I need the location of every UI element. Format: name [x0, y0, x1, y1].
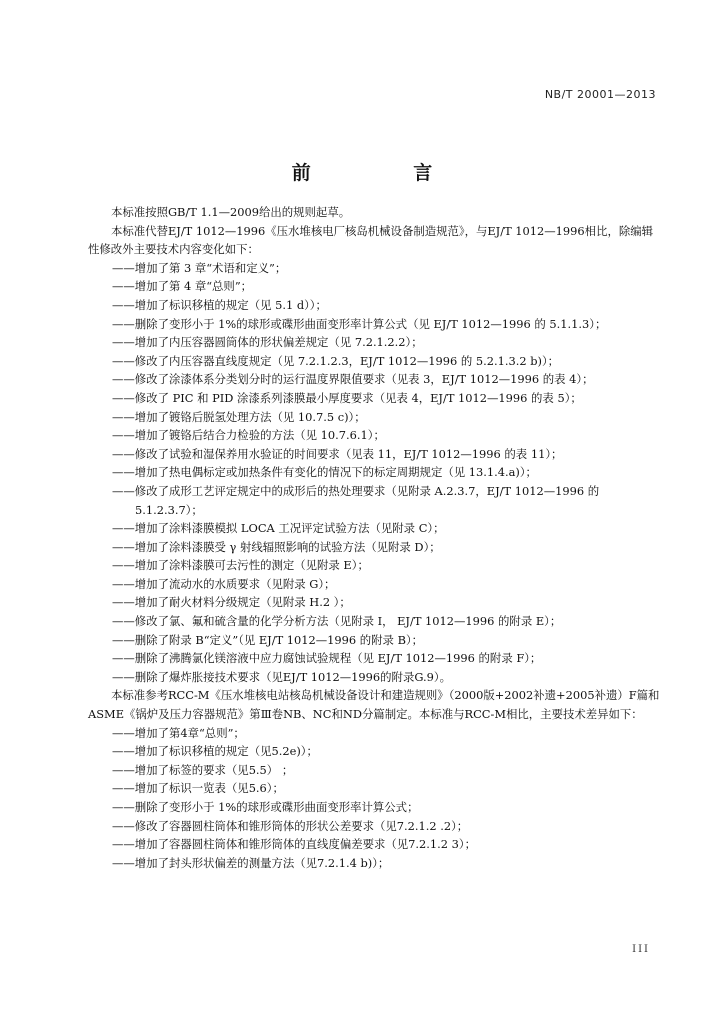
list-item: ——增加了涂料漆膜可去污性的测定（见附录 E）； [112, 558, 369, 573]
changes-list-rcc [88, 724, 660, 873]
list-item: ——增加了流动水的水质要求（见附录 G）； [112, 576, 336, 591]
list-item: ——增加了热电偶标定或加热条件有变化的情况下的标定周期规定（见 13.1.4.a)）； [112, 465, 537, 480]
list-item: ——修改了 PIC 和 PID 涂漆系列漆膜最小厚度要求（见表 4，EJ/T 1012—1996 的表 5）； [112, 390, 582, 405]
list-item: ——增加了第4章“总则”； [112, 725, 245, 740]
rcc-paragraph: 本标准参考RCC-M《压水堆核电站核岛机械设备设计和建造规则》（2000版+2002补遗+2005补遗）F篇和ASME《锅炉及压力容器规范》第Ⅲ卷NB、NC和ND分篇制定。本标准与RCC-M相比，主要技术差异如下： [88, 688, 660, 722]
list-item: ——增加了封头形状偏差的测量方法（见7.2.1.4 b)）； [112, 855, 390, 870]
list-item: ——修改了容器圆柱筒体和锥形筒体的形状公差要求（见7.2.1.2 .2）； [112, 818, 469, 833]
list-item: ——增加了镀铬后脱氢处理方法（见 10.7.5 c)）； [112, 409, 366, 424]
list-item: ——增加了标识移植的规定（见 5.1 d））； [112, 297, 327, 312]
list-item: ——删除了变形小于 1%的球形或碟形曲面变形率计算公式； [112, 800, 419, 814]
page-number: III [632, 944, 650, 955]
list-item: ——修改了内压容器直线度规定（见 7.2.1.2.3，EJ/T 1012—1996 的 5.2.1.3.2 b)）； [112, 353, 560, 368]
list-item: ——修改了试验和湿保养用水验证的时间要求（见表 11，EJ/T 1012—1996 的表 11）； [112, 446, 563, 461]
list-item: ——删除了沸腾氯化镁溶液中应力腐蚀试验规程（见 EJ/T 1012—1996 的附录 F）； [112, 651, 542, 666]
list-item: ——增加了内压容器圆筒体的形状偏差规定（见 7.2.1.2.2）； [112, 335, 423, 350]
intro-paragraph-1: 本标准按照GB/T 1.1—2009给出的规则起草。 [111, 205, 351, 219]
page-title: 前 言 [291, 162, 481, 184]
list-item: ——增加了容器圆柱筒体和锥形筒体的直线度偏差要求（见7.2.1.2 3）； [112, 837, 476, 852]
list-item: ——修改了氯、氟和硫含量的化学分析方法（见附录 I， EJ/T 1012—1996 的附录 E）； [112, 614, 562, 629]
list-item: ——修改了成形工艺评定规定中的成形后的热处理要求（见附录 A.2.3.7，EJ/T 1012—1996 的 [112, 483, 600, 498]
list-item: ——增加了标识一览表（见5.6）； [112, 781, 284, 796]
list-item: ——修改了涂漆体系分类划分时的运行温度界限值要求（见表 3，EJ/T 1012—1996 的表 4）； [112, 372, 594, 387]
standard-number: NB/T 20001—2013 [544, 88, 656, 101]
changes-list-ejt [88, 259, 660, 687]
list-item: ——删除了爆炸胀接技术要求（见EJ/T 1012—1996的附录G.9）。 [112, 669, 451, 684]
list-item: ——增加了标识移植的规定（见5.2e)）； [112, 744, 318, 759]
list-item: ——增加了第 4 章“总则”； [112, 279, 253, 294]
intro-paragraph-2: 本标准代替EJ/T 1012—1996《压水堆核电厂核岛机械设备制造规范》，与EJ/T 1012—1996相比，除编辑性修改外主要技术内容变化如下： [88, 223, 654, 257]
document-body [88, 203, 660, 872]
list-item: ——增加了镀铬后结合力检验的方法（见 10.7.6.1）； [112, 428, 385, 443]
list-item: ——增加了第 3 章“术语和定义”； [112, 260, 287, 275]
list-item: ——删除了附录 B“定义”（见 EJ/T 1012—1996 的附录 B）； [112, 632, 424, 647]
list-item: ——增加了耐火材料分级规定（见附录 H.2 ）； [112, 595, 351, 610]
list-item: ——增加了标签的要求（见5.5） ； [112, 762, 294, 777]
list-item: ——删除了变形小于 1%的球形或碟形曲面变形率计算公式（见 EJ/T 1012—1996 的 5.1.1.3）； [112, 316, 607, 331]
list-item: ——增加了涂料漆膜受 γ 射线辐照影响的试验方法（见附录 D）； [112, 539, 441, 554]
list-item: ——增加了涂料漆膜模拟 LOCA 工况评定试验方法（见附录 C）； [112, 521, 445, 536]
list-item-continuation: 5.1.2.3.7）； [135, 502, 203, 517]
